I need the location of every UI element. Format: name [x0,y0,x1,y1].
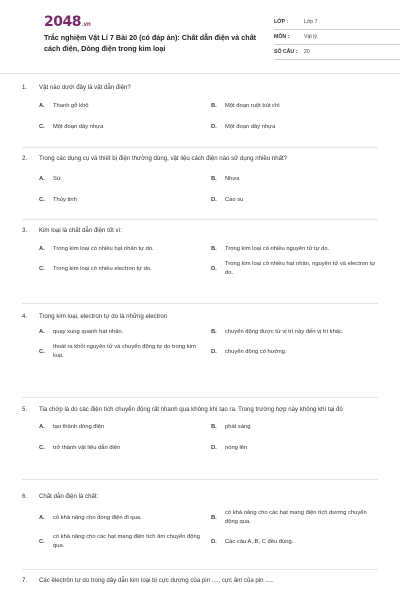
option-letter: B. [211,246,217,252]
question-list [22,74,378,600]
option-text: phát sáng [225,424,251,430]
option-text: Các câu A, B, C đều đúng. [225,538,294,545]
option-text: có khả năng cho các hạt mang điện tích dương chuyển động qua. [225,510,367,525]
question-stem [22,83,378,93]
option-letter: D. [211,348,217,355]
meta-value: 20 [304,49,310,55]
option-b[interactable] [211,175,383,184]
question-text: Vật nào dưới đây là vật dẫn điện? [39,84,131,91]
question-4 [22,304,378,398]
question-text: Kim loại là chất dẫn điện tốt vì: [39,227,122,234]
question-text: Trong kim loại, electron tự do là những electron [39,313,168,320]
option-b[interactable] [211,102,383,111]
question-stem [22,312,378,322]
option-d[interactable] [211,444,383,453]
option-text: có khả năng cho dòng điện đi qua. [53,514,142,521]
question-stem [22,405,378,415]
question-number: 4. [22,313,28,320]
question-number: 5. [22,406,28,413]
option-text: thoát ra khỏi nguyên tử và chuyển động tự do trong kim loại. [53,344,196,359]
option-letter: B. [211,176,217,182]
question-stem [22,492,378,502]
question-text: Tia chớp là do các điện tích chuyển động rất nhanh qua không khí tạo ra. Trong trường hợp này không khí tại đó [39,406,343,413]
option-d[interactable] [211,196,383,205]
question-number: 7. [22,577,28,584]
option-grid [39,509,378,551]
option-text: Trong kim loại có nhiều hạt nhân tự do. [53,246,154,252]
option-text: quay xung quanh hạt nhân. [53,329,124,335]
option-text: Trong kim loại có nhiều nguyên tử tự do. [225,246,330,252]
option-letter: D. [211,538,217,545]
option-c[interactable] [39,123,211,132]
option-letter: B. [211,424,217,430]
option-grid [39,328,378,361]
option-a[interactable] [39,175,211,184]
option-text: chuyển động được từ vị trí này đến vị trí khác. [225,329,344,335]
option-text: Một đoạn dây nhựa [225,124,276,130]
option-text: Nhựa [225,176,240,182]
option-text: Cao su [225,197,244,203]
option-text: Một đoạn dây nhựa [53,124,104,130]
question-6 [22,480,378,570]
option-b[interactable] [211,423,383,432]
question-stem [22,154,378,164]
question-text: Các êlectrôn tự do trong dây dẫn kim loại bị cực dương của pin ...., cực âm của pin ..... [39,577,274,584]
option-text: Trong kim loại có nhiều electron tự do. [53,265,152,272]
question-number: 6. [22,493,28,500]
question-number: 1. [22,84,28,91]
option-letter: C. [39,197,45,203]
question-number: 3. [22,227,28,234]
document-title: Trắc nghiệm Vật Lí 7 Bài 20 (có đáp án): Chất dẫn điện và chất cách điện, Dòng điện trong kim loại [44,33,257,53]
question-2 [22,148,378,220]
question-1 [22,74,378,148]
meta-label: MÔN : [274,34,290,40]
option-letter: D. [211,197,217,203]
option-letter: D. [211,265,217,272]
option-d[interactable] [211,533,383,551]
option-grid [39,245,378,278]
option-grid [39,175,378,205]
option-d[interactable] [211,260,383,278]
question-stem [22,576,378,586]
site-logo[interactable] [44,14,91,30]
option-letter: C. [39,538,45,545]
meta-label: SỐ CÂU : [274,49,298,55]
document-meta [274,15,400,60]
option-d[interactable] [211,343,383,361]
question-text: Trong các dụng cụ và thiết bị điện thường dùng, vật liệu cách điện nào sử dụng nhiều nhất? [39,155,288,162]
option-c[interactable] [39,343,211,361]
option-text: Một đoạn ruột bút chì [225,103,280,109]
logo-number: 2048 [44,14,81,30]
option-c[interactable] [39,260,211,278]
option-letter: D. [211,124,217,130]
option-b[interactable] [211,509,383,527]
option-text: nóng lên [225,445,248,451]
option-text: Trong kim loại có nhiều hạt nhân, nguyên tử và electron tự do. [225,261,376,276]
option-text: chuyển động có hướng. [225,348,287,355]
question-number: 2. [22,155,28,162]
option-text: Thủy tinh [53,197,77,203]
option-letter: A. [39,424,45,430]
option-letter: A. [39,103,45,109]
option-letter: A. [39,329,45,335]
option-grid [39,102,378,132]
question-7 [22,570,378,600]
option-b[interactable] [211,245,383,254]
question-3 [22,220,378,304]
option-c[interactable] [39,533,211,551]
meta-value: Vật lý [304,34,317,40]
option-letter: A. [39,176,45,182]
option-letter: A. [39,514,45,521]
meta-row-count [274,45,400,60]
meta-value: Lớp 7 [304,19,318,25]
option-text: tạo thành dòng điện [53,424,105,430]
option-text: Sứ [53,176,61,182]
page-header [22,0,378,72]
logo-suffix: .vn [81,22,91,28]
option-letter: A. [39,246,45,252]
option-letter: B. [211,103,217,109]
question-5 [22,398,378,480]
option-letter: C. [39,445,45,451]
option-letter: B. [211,329,217,335]
option-text: trở thành vật liệu dẫn điện [53,445,121,451]
option-d[interactable] [211,123,383,132]
option-a[interactable] [39,245,211,254]
option-grid [39,423,378,453]
option-letter: C. [39,348,45,355]
option-letter: C. [39,124,45,130]
option-c[interactable] [39,444,211,453]
option-a[interactable] [39,423,211,432]
option-text: có khả năng cho các hạt mang điện tích âm chuyển động qua. [53,534,200,549]
option-letter: C. [39,265,45,272]
option-a[interactable] [39,509,211,527]
meta-row-class [274,15,400,30]
option-b[interactable] [211,328,383,337]
option-letter: B. [211,514,217,521]
question-stem [22,226,378,236]
meta-row-subject [274,30,400,45]
option-c[interactable] [39,196,211,205]
option-letter: D. [211,445,217,451]
question-text: Chất dẫn điện là chất: [39,493,99,500]
option-a[interactable] [39,328,211,337]
option-a[interactable] [39,102,211,111]
option-text: Thanh gỗ khô [53,103,89,109]
meta-label: LỚP : [274,19,289,25]
